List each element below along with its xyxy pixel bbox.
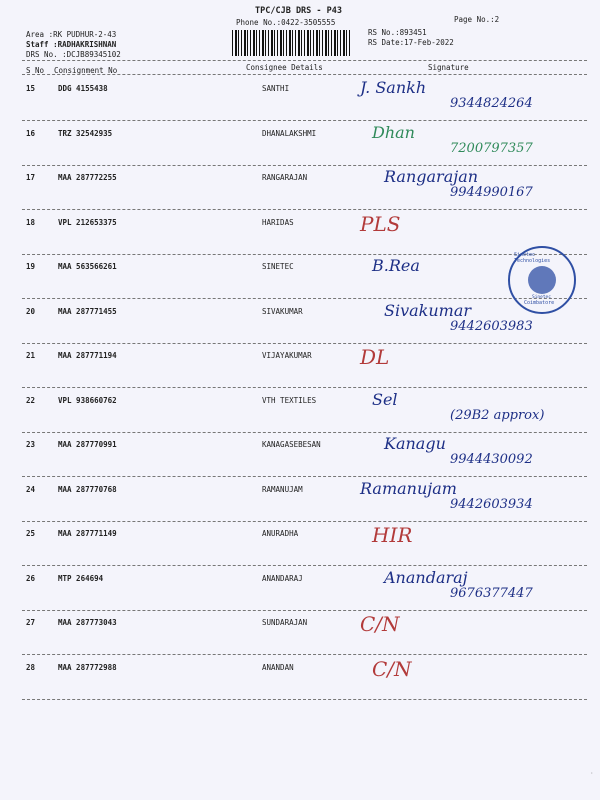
row-signature: Sivakumar [384,300,472,320]
rs-date: RS Date:17-Feb-2022 [368,38,454,47]
row-phone-note: 9944430092 [450,452,533,467]
row-sno: 17 [26,173,36,182]
row-divider [22,654,587,655]
row-divider [22,387,587,388]
row-signature: Rangarajan [384,167,479,186]
row-consignment-number: VPL 212653375 [58,217,117,227]
table-row [0,211,600,260]
row-consignment-number: MAA 287772988 [58,662,117,672]
row-consignment-number: MAA 287770768 [58,484,117,494]
area-label: Area :RK PUDHUR-2-43 [26,30,117,39]
column-header-divider [22,74,587,75]
row-consignment-number: MAA 287771194 [58,351,117,360]
row-divider [22,699,587,700]
company-seal-stamp [508,246,576,314]
row-consignee-name: VIJAYAKUMAR [262,351,312,360]
row-signature: Anandaraj [384,567,468,587]
row-signature: J. Sankh [360,78,427,97]
col-header-consignee: Consignee Details [246,63,323,72]
row-sno: 19 [26,262,36,271]
row-signature: Kanagu [384,434,446,453]
row-divider [22,610,587,611]
table-row [0,612,600,660]
table-row [0,122,600,171]
row-divider [22,165,587,166]
table-row [0,389,600,438]
stamp-mid-text: Sinetec [532,295,551,300]
row-divider [22,565,587,566]
row-consignee-name: SIVAKUMAR [262,306,303,316]
row-divider [22,521,587,522]
table-row [0,478,600,527]
row-divider [22,120,587,121]
row-phone-note: 9344824264 [450,96,533,111]
row-consignment-number: MAA 287771149 [58,529,117,538]
row-consignee-name: RAMANUJAM [262,484,303,494]
page-number: Page No.:2 [454,15,500,24]
col-header-sno: S No [26,66,45,75]
row-consignment-number: MAA 563566261 [58,262,117,271]
col-header-signature: Signature [428,63,469,72]
table-row [0,345,600,393]
row-phone-note: 9442603934 [450,496,533,512]
document-title: TPC/CJB DRS - P43 [255,6,342,16]
row-divider [22,254,587,255]
row-consignee-name: VTH TEXTILES [262,395,317,405]
row-consignment-number: MAA 287771455 [58,306,117,316]
row-sno: 25 [26,529,36,538]
row-consignee-name: KANAGASEBESAN [262,440,321,449]
stamp-logo-icon [528,266,556,294]
row-consignee-name: ANURADHA [262,529,299,538]
row-signature: DL [360,345,390,369]
row-divider [22,476,587,477]
row-consignment-number: TRZ 32542935 [58,128,113,138]
row-signature: PLS [360,211,401,236]
row-signature: C/N [360,612,400,636]
rs-number: RS No.:893451 [368,28,427,37]
row-sno: 27 [26,618,36,627]
drs-number: DRS No. :DCJB89345102 [26,50,121,59]
row-signature: C/N [372,656,412,681]
row-consignee-name: HARIDAS [262,217,294,227]
table-row [0,167,600,215]
table-row [0,523,600,571]
row-consignee-name: DHANALAKSHMI [262,128,317,138]
row-consignee-name: ANANDARAJ [262,573,303,583]
table-row [0,78,600,126]
row-consignee-name: SINETEC [262,262,294,271]
row-signature: Dhan [372,122,415,142]
row-sno: 23 [26,440,36,449]
stamp-bottom-text: Coimbatore [524,300,555,306]
row-divider [22,343,587,344]
row-consignment-number: DDG 4155438 [58,84,108,93]
barcode [232,30,350,56]
row-phone-note: 9442603983 [450,318,533,334]
row-consignee-name: RANGARAJAN [262,173,308,182]
table-row [0,434,600,482]
col-header-consignment: Consignment No [54,66,118,75]
row-sno: 18 [26,217,36,227]
row-sno: 28 [26,662,36,672]
row-phone-note: 9676377447 [450,585,533,601]
row-consignee-name: SANTHI [262,84,290,93]
row-consignment-number: MAA 287773043 [58,618,117,627]
row-consignment-number: MAA 287772255 [58,173,117,182]
row-sno: 16 [26,128,36,138]
row-sno: 15 [26,84,36,93]
row-signature: Ramanujam [360,478,457,498]
row-consignee-name: ANANDAN [262,662,294,672]
row-phone-note: (29B2 approx) [450,407,545,423]
row-consignee-name: SUNDARAJAN [262,618,308,627]
row-divider [22,432,587,433]
header-divider [22,60,587,61]
row-sno: 22 [26,395,36,405]
table-row [0,656,600,705]
row-sno: 20 [26,306,36,316]
row-consignment-number: MAA 287770991 [58,440,117,449]
row-sno: 24 [26,484,36,494]
table-row [0,567,600,616]
row-phone-note: 9944990167 [450,185,533,200]
row-phone-note: 7200797357 [450,140,533,156]
staff-label: Staff :RADHAKRISHNAN [26,40,117,49]
row-signature: B.Rea [372,256,420,275]
row-divider [22,298,587,299]
margin-scribble: · [590,770,594,777]
phone-number: Phone No.:0422-3505555 [236,18,336,27]
row-consignment-number: MTP 264694 [58,573,104,583]
row-consignment-number: VPL 938660762 [58,395,117,405]
row-sno: 26 [26,573,36,583]
row-sno: 21 [26,351,36,360]
row-signature: HIR [372,523,413,547]
row-divider [22,209,587,210]
stamp-top-text: Sinetec Technologies [514,252,551,264]
row-signature: Sel [372,389,398,409]
